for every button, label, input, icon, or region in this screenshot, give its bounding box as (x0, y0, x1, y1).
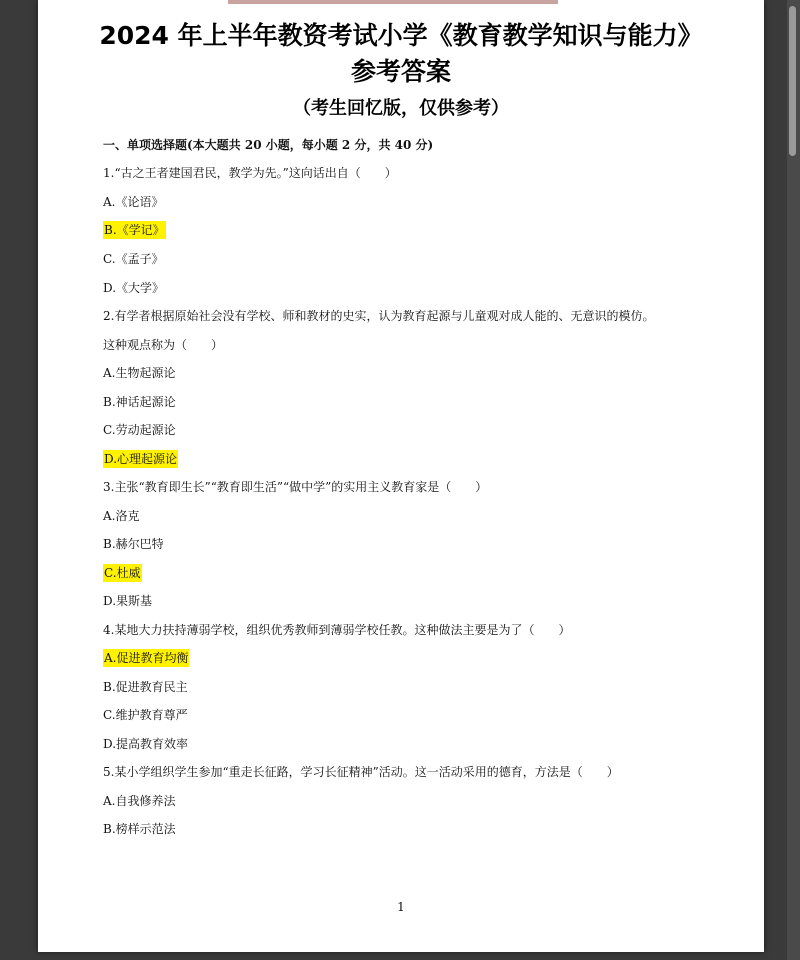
question-3-stem: 3.主张“教育即生长”“教育即生活”“做中学”的实用主义教育家是（ ） (103, 480, 488, 494)
document-title-line1: 2024 年上半年教资考试小学《教育教学知识与能力》 (99, 21, 703, 50)
question-5-stem: 5.某小学组织学生参加“重走长征路，学习长征精神”活动。这一活动采用的德育，方法是（ ） (103, 765, 619, 779)
option-text: A.洛克 (103, 509, 140, 523)
option-text: B.神话起源论 (103, 395, 176, 409)
question-4-option-a (103, 650, 189, 666)
question-1-option-b (103, 222, 166, 238)
option-text: A.生物起源论 (103, 366, 176, 380)
option-text: B.促进教育民主 (103, 680, 188, 694)
highlighted-answer: C.杜威 (104, 566, 141, 580)
option-text: C.劳动起源论 (103, 423, 176, 437)
question-2-stem-line1: 2.有学者根据原始社会没有学校、师和教材的史实，认为教育起源与儿童观对成人能的、无意识的模仿。 (103, 309, 655, 323)
question-2-option-a (103, 365, 175, 381)
question-2-option-c (103, 422, 176, 438)
option-text: A.《论语》 (103, 195, 164, 209)
highlighted-answer: D.心理起源论 (104, 452, 178, 466)
previous-page-edge (228, 0, 558, 4)
option-text: D.果斯基 (103, 594, 153, 608)
document-subtitle: （考生回忆版，仅供参考） (293, 98, 509, 119)
option-text: D.《大学》 (103, 281, 165, 295)
question-4-option-c (103, 707, 188, 723)
highlighted-answer: B.《学记》 (104, 223, 165, 237)
question-1-option-d (103, 280, 164, 296)
document-page (38, 0, 764, 952)
question-3-option-b (103, 536, 164, 552)
option-text: D.提高教育效率 (103, 737, 189, 751)
page-number: 1 (397, 900, 405, 914)
question-2-stem-line2: 这种观点称为（ ） (103, 338, 224, 352)
question-3-option-c (103, 565, 142, 581)
vertical-scrollbar[interactable] (787, 0, 800, 960)
question-4-option-b (103, 679, 188, 695)
question-1-option-c (103, 251, 164, 267)
option-text: A.自我修养法 (103, 794, 176, 808)
option-text: B.榜样示范法 (103, 822, 176, 836)
question-5-option-b (103, 821, 176, 837)
scrollbar-thumb[interactable] (789, 6, 796, 156)
question-1-stem: 1.“古之王者建国君民，教学为先。”这向话出自（ ） (103, 166, 397, 180)
question-2-option-b (103, 394, 176, 410)
question-3-option-a (103, 508, 139, 524)
option-text: B.赫尔巴特 (103, 537, 164, 551)
question-5-option-a (103, 793, 175, 809)
question-4-option-d (103, 736, 188, 752)
question-3-option-d (103, 593, 152, 609)
section-heading: 一、单项选择题(本大题共 20 小题，每小题 2 分，共 40 分) (103, 138, 434, 152)
option-text: C.维护教育尊严 (103, 708, 188, 722)
highlighted-answer: A.促进教育均衡 (104, 651, 189, 665)
question-4-stem: 4.某地大力扶持薄弱学校，组织优秀教师到薄弱学校任教。这种做法主要是为了（ ） (103, 623, 571, 637)
option-text: C.《孟子》 (103, 252, 164, 266)
question-1-option-a (103, 194, 163, 210)
document-title-line2: 参考答案 (350, 57, 451, 86)
question-2-option-d (103, 451, 178, 467)
